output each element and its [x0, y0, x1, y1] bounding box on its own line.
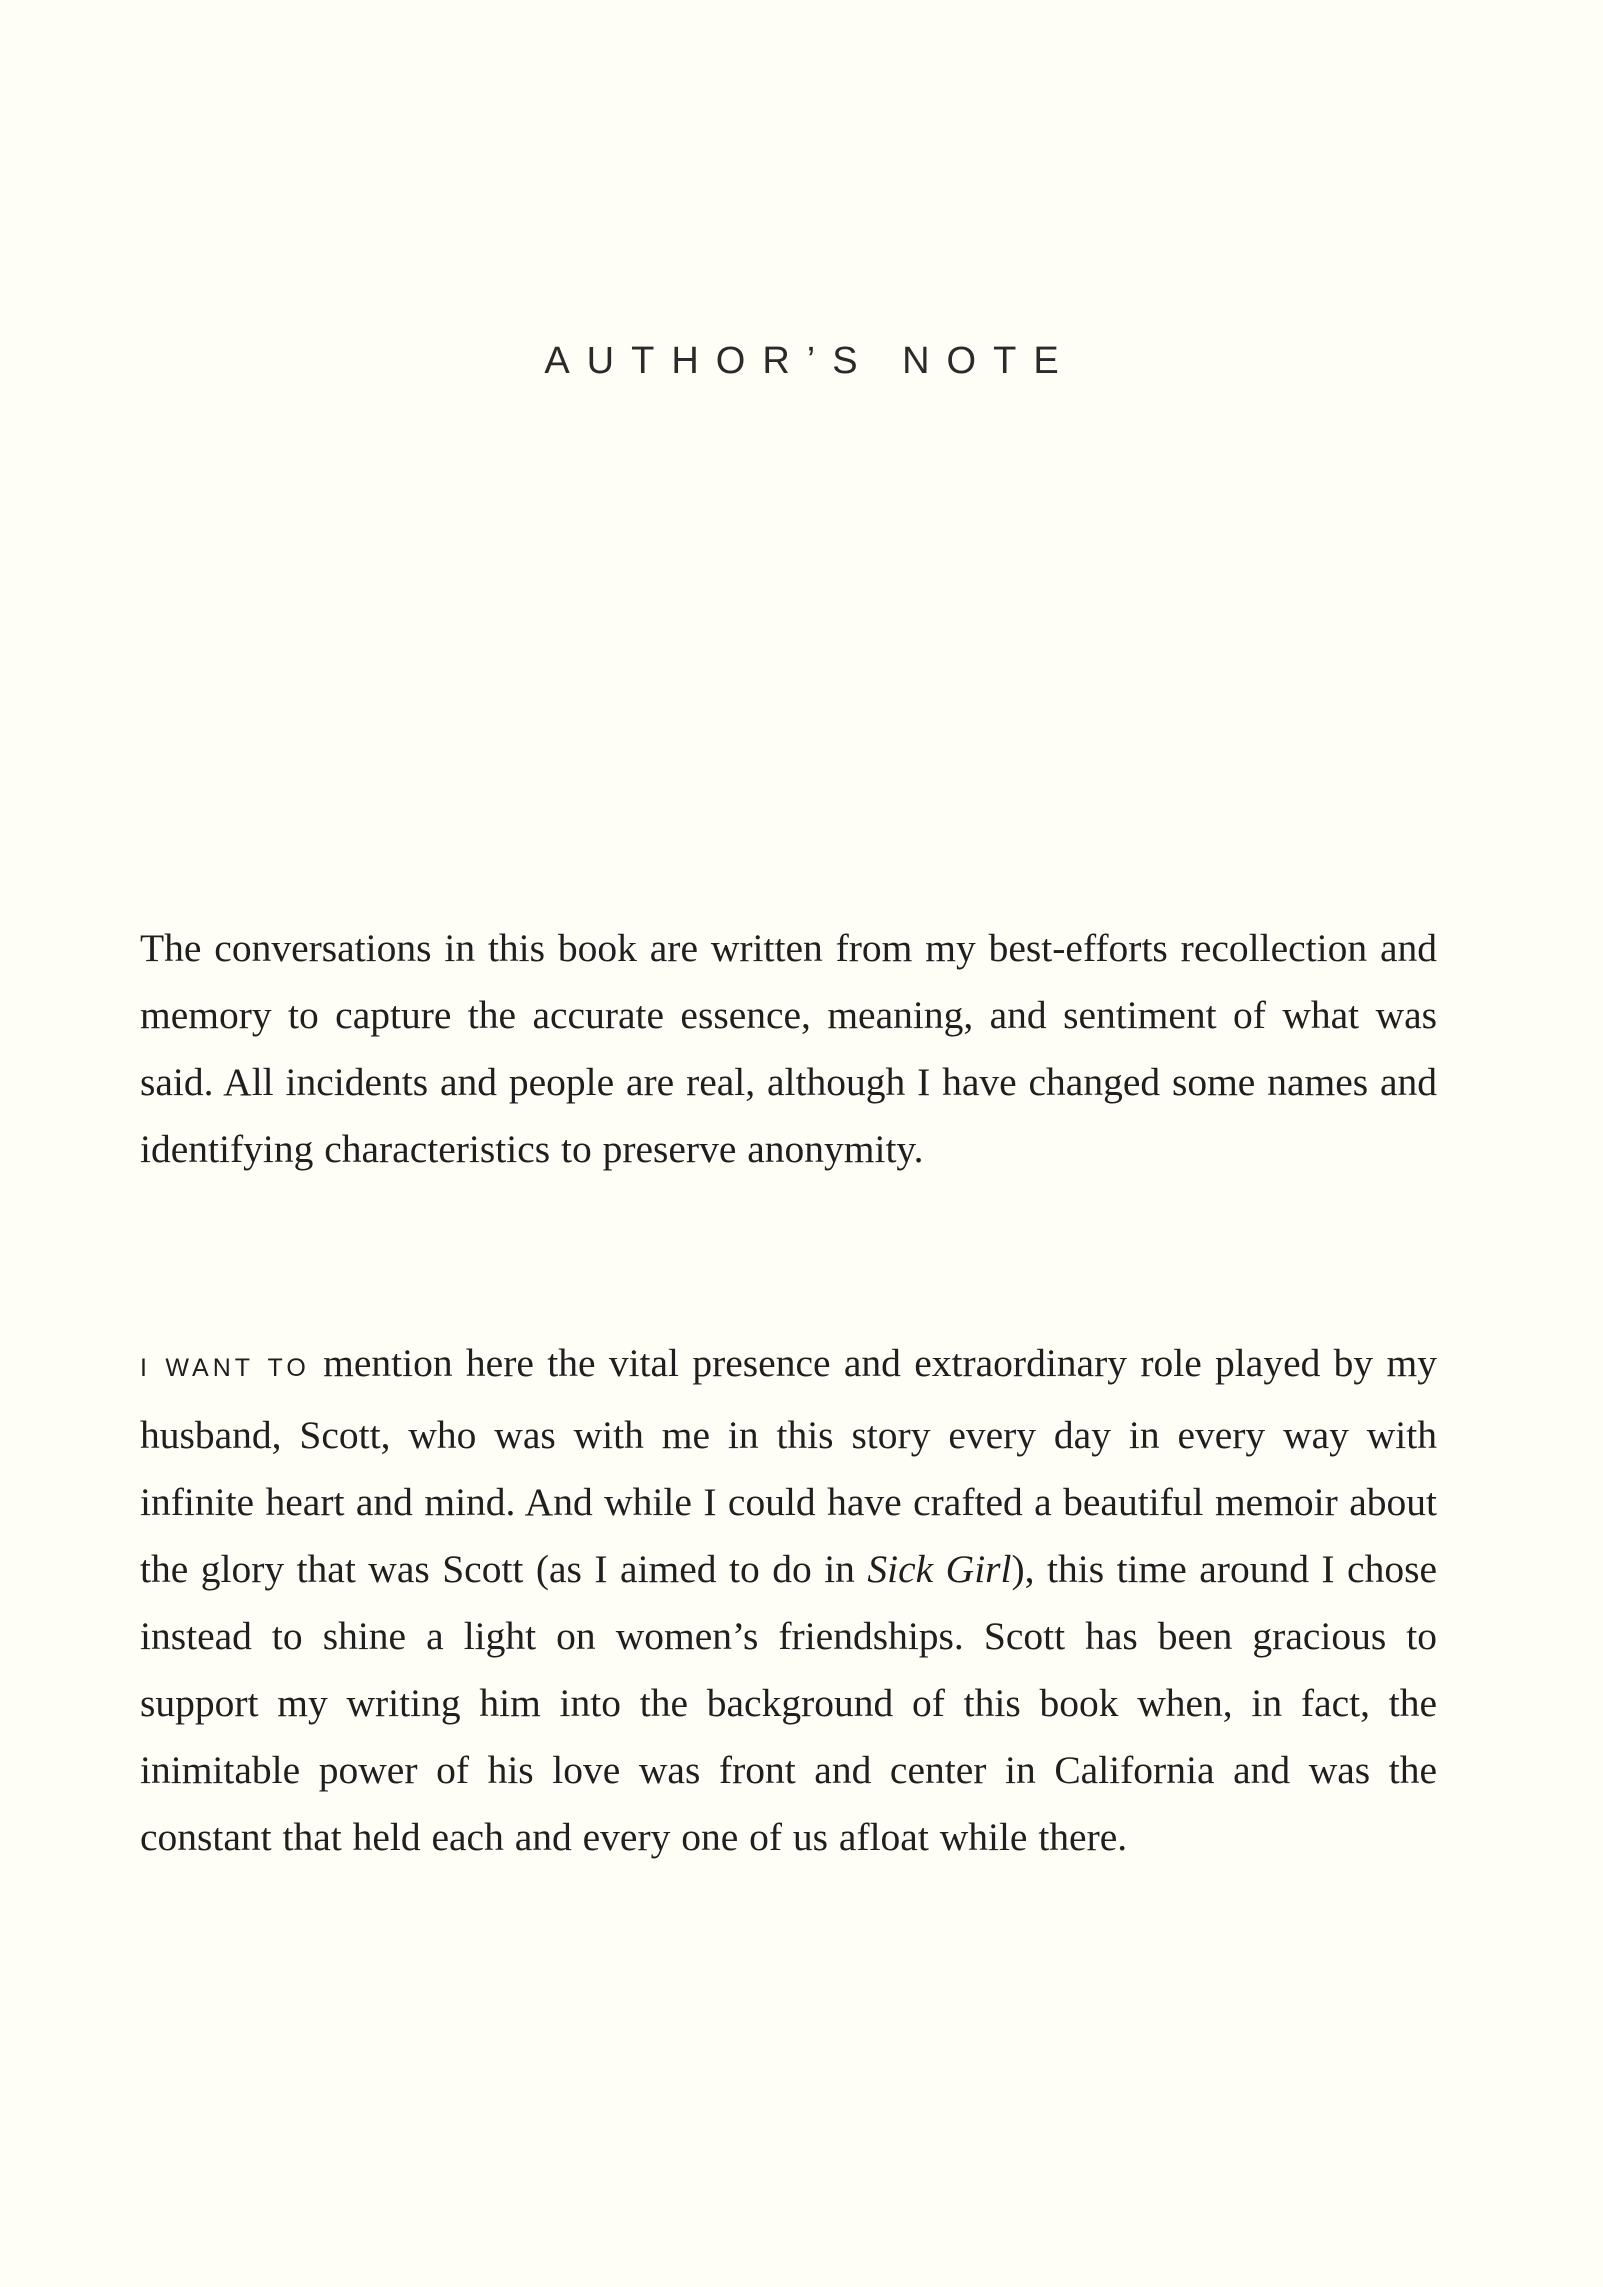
paragraph-text-before-title: mention here the vital presence and extraordinary role played by my husband, Scott, who was with me in this story every day in every way with infinite heart and mind. And while I could have crafted a beautiful memoir about the glory that was Scott (as I aimed to do in: [140, 1341, 1437, 1591]
paragraph-husband: [140, 1330, 1437, 1871]
paragraph-text-after-title: ), this time around I chose instead to shine a light on women’s friendships. Scott has been gracious to support my writing him into the background of this book when, in fact, the inimitable power of his love was front and center in California and was the constant that held each and every one of us afloat while there.: [140, 1547, 1437, 1859]
book-title: Sick Girl: [867, 1547, 1012, 1591]
page-heading: AUTHOR’S NOTE: [544, 340, 1076, 382]
paragraph-conversations: The conversations in this book are written from my best-efforts recollection and memory to capture the accurate essence, meaning, and sentiment of what was said. All incidents and people are real, although I have changed some names and identifying characteristics to preserve anonymity.: [140, 926, 1437, 1171]
paragraph-lead-in: I WANT TO: [140, 1354, 310, 1382]
